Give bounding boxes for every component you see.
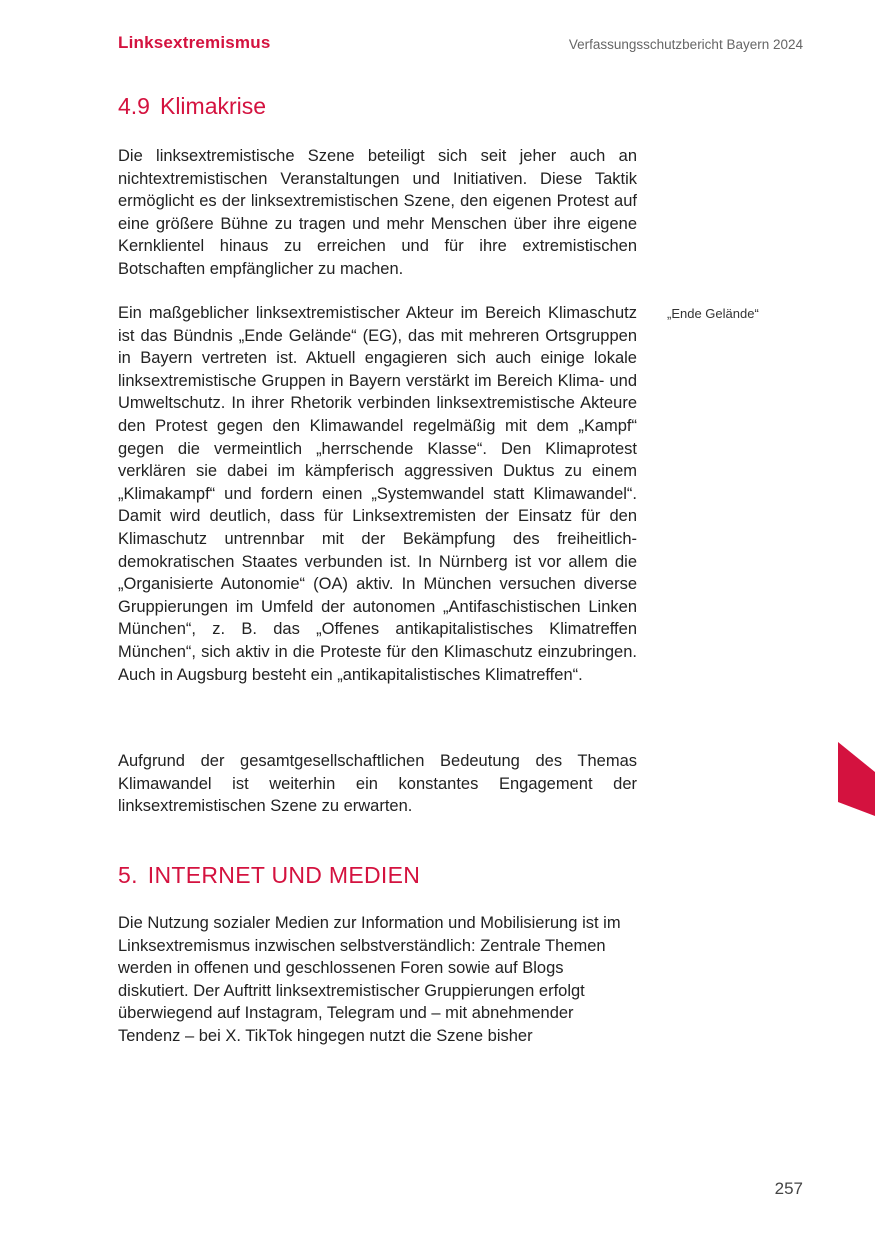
paragraph: Die linksextremistische Szene beteiligt sich seit jeher auch an nichtextremistischen Veranstaltungen und Initiativen. Diese Taktik ermöglicht es der linksextremistischen Szene, den eigenen Protest auf eine größere Bühne zu tragen und mehr Menschen über ihre eigene Kernklientel hinaus zu erreichen und für ihre extremistischen Botschaften empfänglicher zu machen. — [118, 147, 637, 278]
section-heading-internet-und-medien — [118, 862, 420, 889]
paragraph: Die Nutzung sozialer Medien zur Information und Mobilisierung ist im Linksextremismus inzwischen selbstverständlich: Zentrale Themen werden in offenen und geschlossenen Foren sowie auf Blogs diskutiert. Der Auftritt linksextremistischer Gruppierungen erfolgt überwiegend auf Instagram, Telegram und – mit abnehmender Tendenz – bei X. TikTok hingegen nutzt die Szene bisher — [118, 914, 621, 1045]
section-title: Klimakrise — [159, 93, 267, 119]
section-title: INTERNET UND MEDIEN — [147, 862, 421, 888]
report-header: Verfassungsschutzbericht Bayern 2024 — [568, 37, 803, 52]
chapter-tab-marker — [838, 742, 875, 816]
section-number: 5. — [118, 862, 138, 888]
page-number: 257 — [774, 1179, 803, 1198]
paragraph: Aufgrund der gesamtgesellschaftlichen Bedeutung des Themas Klimawandel ist weiterhin ein konstantes Engagement der linksextremistischen Szene zu erwarten. — [118, 752, 637, 816]
section-heading-klimakrise — [118, 93, 266, 120]
paragraph: Ein maßgeblicher linksextremistischer Akteur im Bereich Klimaschutz ist das Bündnis „Ende Gelände“ (EG), das mit mehreren Ortsgruppen in Bayern vertreten ist. Aktuell engagieren sich auch einige lokale linksextremistische Gruppen in Bayern verstärkt im Bereich Klima- und Umweltschutz. In ihrer Rhetorik verbinden linksextremistische Akteure den Protest gegen den Klimawandel regelmäßig mit dem „Kampf“ gegen die vermeintlich „herrschende Klasse“. Den Klimaprotest verklären sie dabei im kämpferisch aggressiven Duktus zu einem „Klimakampf“ und fordern einen „Systemwandel statt Klimawandel“. Damit wird deutlich, dass für Linksextremisten der Einsatz für den Klimaschutz untrennbar mit der Bekämpfung des freiheitlich-demokratischen Staates verbunden ist. In Nürnberg ist vor allem die „Organisierte Autonomie“ (OA) aktiv. In München versuchen diverse Gruppierungen im Umfeld der autonomen „Antifaschistischen Linken München“, z. B. das „Offenes antikapitalistisches Klimatreffen München“, sich aktiv in die Proteste für den Klimaschutz einzubringen. Auch in Augsburg besteht ein „antikapitalistisches Klimatreffen“. — [118, 304, 637, 684]
chapter-header: Linksextremismus — [118, 33, 271, 52]
section-number: 4.9 — [118, 93, 150, 119]
margin-note: „Ende Gelände“ — [667, 306, 759, 321]
